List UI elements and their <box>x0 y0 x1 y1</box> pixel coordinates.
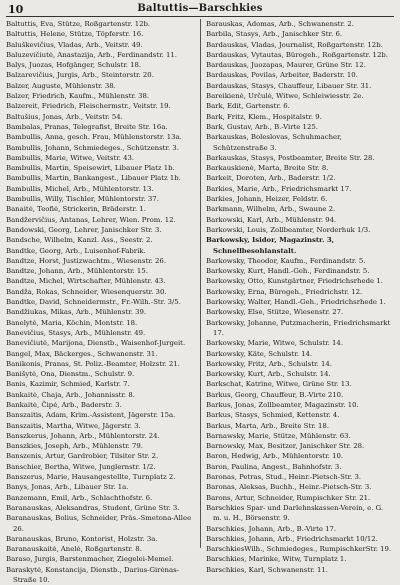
directory-entry: Bambullis, Anna, gesch. Frau, Mühlenstorstr. 13a. <box>6 133 182 142</box>
directory-entry: Bambullis, Marie, Witwe, Veitstr. 43. <box>6 153 135 162</box>
left-column <box>6 19 193 585</box>
directory-entry: Bardauskas, Vytautas, Bürogeh., Roßgartenstr. 12b. <box>206 50 388 59</box>
directory-entry: Bandsche, Wilhelm, Kanzl. Ass., Seestr. 2. <box>6 236 153 245</box>
directory-entry: Bareikienė, Určulė, Witwe, Schleiwiesstr. 2e. <box>206 92 364 101</box>
directory-entry: Baraso, Jurgis, Barstenmacher, Ziegelei-Memel. <box>6 555 174 564</box>
directory-entry: Barkowsky, Theodor, Kaufm., Ferdinandstr. 5. <box>206 256 366 265</box>
directory-entry: Banschier, Bertha, Witwe, Junglernstr. 1/2. <box>6 462 156 471</box>
directory-entry: Bandtze, Johann, Arb., Mühlentorstr. 15. <box>6 267 148 276</box>
directory-entry: Barkowsky, Walter, Handl.-Geh., Friedrichsrhede 1. <box>206 298 386 307</box>
directory-entry: Barschkies, Karl, Schwanenstr. 11. <box>206 565 328 574</box>
directory-entry: Banys, Jonas, Arb., Libauer Str. 1a. <box>6 483 129 492</box>
directory-entry: Barkowsky, Else, Stütze, Wiesenstr. 27. <box>206 308 344 317</box>
directory-entry: Barkowsky, Kurt, Arb., Schulstr. 14. <box>206 370 331 379</box>
directory-entry: Bandžervičius, Antanas, Lehrer, Wien. Prom. 12. <box>6 215 176 224</box>
directory-entry: Banszkies, Joseph, Arb., Mühlenstr. 79. <box>6 442 143 451</box>
column-divider <box>200 19 201 548</box>
directory-entry: Barkowski, Karl, Arb., Mühlenstr. 94. <box>206 215 337 224</box>
directory-entry: Balys, Juozas, Hofgänger, Schulstr. 18. <box>6 61 142 70</box>
directory-entry: Bandtze, Horst, Justizwachtm., Wiesenstr. 26. <box>6 256 167 265</box>
directory-entry: Baranauskas, Bruno, Kontorist, Holzstr. 3a. <box>6 534 158 543</box>
directory-entry: Baranauskas, Bolius, Schneider, Präs.-Smetona-Allee 26. <box>6 514 192 533</box>
directory-entry: Barkauskas, Boleslovas, Schuhmacher, Schützenstraße 3. <box>206 133 342 152</box>
directory-entry: Baron, Hedwig, Arb., Mühlentorstr. 10. <box>206 452 344 461</box>
directory-entry: Bark, Fritz, Klem., Hospitalstr. 9. <box>206 112 322 121</box>
directory-entry: Baltuttis, Helene, Stütze, Töpferstr. 16. <box>6 30 144 39</box>
directory-entry: Balzer, Auguste, Mühlenstr. 38. <box>6 81 116 90</box>
directory-entry: Barkmann, Wilhelm, Arb., Swaune 2. <box>206 205 336 214</box>
directory-entry: Banszkerus, Johann, Arb., Mühlentorstr. 24. <box>6 431 160 440</box>
directory-entry: Banevičius, Stasys, Arb., Mühlenstr. 49. <box>6 328 146 337</box>
directory-entry: Barnowsky, Max, Besitzer, Janischker Str. 28. <box>206 442 365 451</box>
directory-entry: Bambullis, Johann, Schmiedeges., Schützenstr. 3. <box>6 143 179 152</box>
directory-entry: Baranauskaitė, Anelė, Roßgartenstr. 8. <box>6 545 142 554</box>
directory-entry: Bandža, Rokas, Schneider, Wiesenquerstr. 30. <box>6 287 167 296</box>
directory-entry: Barkowsky, Otto, Kunstgärtner, Friedrichsrhede 1. <box>206 277 383 286</box>
directory-entry: Bandtke, David, Schneidermstr., Fr.-Wilh.-Str. 3/5. <box>6 298 181 307</box>
directory-entry: Banikonis, Pranas, St. Poliz.-Beamter, Holzstr. 21. <box>6 359 180 368</box>
directory-entry: Barauskas, Adomas, Arb., Schwanenstr. 2. <box>206 20 354 28</box>
directory-entry: Barkus, Marta, Arb., Breite Str. 18. <box>206 421 330 430</box>
directory-entry: Balzer, Friedrich, Kaufm., Mühlenstr. 38. <box>6 92 150 101</box>
directory-entry: Banszerus, Marie, Hausangestellte, Turnplatz 2. <box>6 473 176 482</box>
running-title: Baltuttis—Barschkies <box>137 3 263 14</box>
directory-entry: Barnawsky, Marie, Stütze, Mühlenstr. 63. <box>206 431 351 440</box>
directory-entry: Barkowsky, Käte, Schulstr. 14. <box>206 349 313 358</box>
directory-entry: Baltuttis, Eva, Stütze, Roßgartenstr. 12b. <box>6 20 151 28</box>
directory-entry: Bankaitė, Čipė, Arb., Baderstr. 3. <box>6 400 122 409</box>
directory-entry: Baranauskas, Aleksandras, Student, Grüne Str. 3. <box>6 503 180 512</box>
directory-entry: Bark, Edit, Gartenstr. 6. <box>206 102 290 111</box>
directory-entry: Barschkies, Johann, Arb., Friedrichsmarkt 10/12. <box>206 534 378 543</box>
directory-entry: Bandowski, Georg, Lehrer, Janischker Str. 3. <box>6 225 162 234</box>
page-header <box>6 3 394 17</box>
directory-entry: Barkauskienė, Marta, Breite Str. 8. <box>206 164 329 173</box>
directory-entry: Barkauskas, Stasys, Postbeamter, Breite Str. 28. <box>206 153 375 162</box>
directory-entry: Barkies, Johann, Heizer, Feldstr. 6. <box>206 195 328 204</box>
directory-entry: Banaitė, Teofiė, Strickerin, Bräderstr. 1. <box>6 205 146 214</box>
directory-entry: Bardauskas, Juozapas, Maurer, Grüne Str. 12. <box>206 61 366 70</box>
directory-entry: Banelytė, Maria, Köchin, Montstr. 18. <box>6 318 138 327</box>
directory-entry: Barkowsky, Erna, Bürogeh., Friedrichstr. 12. <box>206 287 363 296</box>
directory-entry: Balzereit, Friedrich, Fleischermstr., Veitstr. 19. <box>6 102 171 111</box>
directory-entry: Banszaitis, Adam, Krim.-Assistent, Jägerstr. 15a. <box>6 411 176 420</box>
directory-entry: Barkus, Jonas, Zollbeamter, Magazinstr. 10. <box>206 400 359 409</box>
directory-entry: Banis, Kazimir, Schmied, Karlstr. 7. <box>6 380 130 389</box>
directory-entry: Bardauskas, Povilas, Arbeiter, Baderstr. 10. <box>206 71 358 80</box>
directory-entry: Barschkies Spar- und Darlehnskassen-Verein, e. G. m. u. H., Börsenstr. 9. <box>206 503 384 523</box>
directory-entry: Baluzevičiutė, Anastazija, Arb., Ferdinandstr. 11. <box>6 50 177 59</box>
directory-entry: Baraskytė, Konstancija, Dienstb., Darius-Girėnas-Straße 10. <box>6 565 179 585</box>
directory-entry: Balzarevičius, Jurgis, Arb., Steintorstr. 20. <box>6 71 154 80</box>
directory-entry: Banišytė, Ona, Dienstm., Schulstr. 9. <box>6 370 135 379</box>
directory-entry: Bambullis, Michel, Arb., Mühlentorstr. 13. <box>6 184 154 193</box>
directory-entry: BarschkiesWilh., Schmiedeges., RumpischkerStr. 19. <box>206 545 392 554</box>
directory-entry: Banszaitis, Martha, Witwe, Jägerstr. 3. <box>6 421 141 430</box>
directory-entry: Barkowsky, Kurt, Handl.-Geh., Ferdinandstr. 5. <box>206 267 370 276</box>
directory-entry: Baluškevičius, Vladas, Arb., Veitstr. 49. <box>6 40 143 49</box>
directory-entry: Baron, Paulina, Angest., Bahnhofstr. 3. <box>206 462 342 471</box>
directory-entry: Baronas, Aleksas, Buchh., Heinr.-Pietsch-Str. 3. <box>206 483 372 492</box>
directory-entry: Bambullis, Willy, Tischler, Mühlentorstr. 37. <box>6 195 159 204</box>
directory-entry: Bambalas, Pranas, Telegrafist, Breite Str. 16a. <box>6 122 168 131</box>
directory-entry: Bambullis, Martin, Bankangest., Libauer Platz 1b. <box>6 174 181 183</box>
directory-entry: Banevičiutė, Marijona, Dienstb., Waisenhof-Jurgeit. <box>6 339 186 348</box>
directory-entry: Banszenis, Artur, Gardrobier, Tilsiter Str. 2. <box>6 452 159 461</box>
directory-entry: Bandtke, Georg, Arb., Luisenhof-Fabrik. <box>6 246 146 255</box>
directory-entry: Bambullis, Martin, Speisewirt, Libauer Platz 1b. <box>6 164 175 173</box>
directory-entry: Banzemann, Emil, Arb., Schlachthofstr. 6. <box>6 493 153 502</box>
directory-entry: Barkeit, Doroten, Arb., Baderstr. 1/2. <box>206 174 336 183</box>
directory-entry: Barkowsky, Marie, Witwe, Schulstr. 14. <box>206 339 344 348</box>
directory-entry: Barkus, Stasys, Schmied, Kettenstr. 4. <box>206 411 340 420</box>
directory-entry: Barbila, Stasys, Arb., Janischker Str. 6. <box>206 30 343 39</box>
directory-entry: Barkowsky, Isidor, Magazinstr. 3, Schnellbesohlanstalt. <box>206 236 335 255</box>
directory-entry: Bandtze, Michel, Wirtschafter, Mühlenstr. 43. <box>6 277 166 286</box>
directory-entry: Bardauskas, Vladas, Journalist, Roßgartenstr. 12b. <box>206 40 383 49</box>
directory-entry: Barons, Artur, Schneider, Rumpischker Str. 21. <box>206 493 371 502</box>
directory-entry: Bardauskas, Stasys, Chauffeur, Libauer Str. 31. <box>206 81 372 90</box>
directory-entry: Baltušius, Jonas, Arb., Veitstr. 54. <box>6 112 123 121</box>
directory-entry: Barkies, Marie, Arb., Friedrichsmarkt 17. <box>206 184 352 193</box>
directory-entry: Barkowsky, Johanne, Putzmacherin, Friedrichsmarkt 17. <box>206 318 391 337</box>
header-rule <box>6 16 394 17</box>
directory-entry: Bankaitė, Chaja, Arb., Johannisstr. 8. <box>6 390 135 399</box>
directory-entry: Bangel, Max, Bäckerges., Schwanenstr. 31. <box>6 349 158 358</box>
directory-entry: Barkschat, Katrine, Witwe, Grüne Str. 13. <box>206 380 352 389</box>
directory-entry: Barkus, Georg, Chauffeur, B.-Virte 210. <box>206 390 344 399</box>
directory-entry: Barkowski, Louis, Zollbeamter, Norderhuk 1/3. <box>206 225 371 234</box>
page-number: 10 <box>8 3 24 16</box>
right-column <box>206 19 393 575</box>
directory-entry: Barschkies, Johann, Arb., B.-Virte 17. <box>206 524 337 533</box>
directory-entry: Bandžiukas, Mikas, Arb., Mühlenstr. 39. <box>6 308 147 317</box>
directory-entry: Baronas, Petras, Stud., Heinr.-Pietsch-Str. 3. <box>206 473 362 482</box>
directory-entry: Barkowsky, Fritz, Arb., Schulstr. 14. <box>206 359 332 368</box>
directory-entry: Barschkies, Marinke, Witw, Turnplatz 1. <box>206 555 347 564</box>
directory-entry: Bark, Gustav, Arb., B.-Virte 125. <box>206 122 318 131</box>
